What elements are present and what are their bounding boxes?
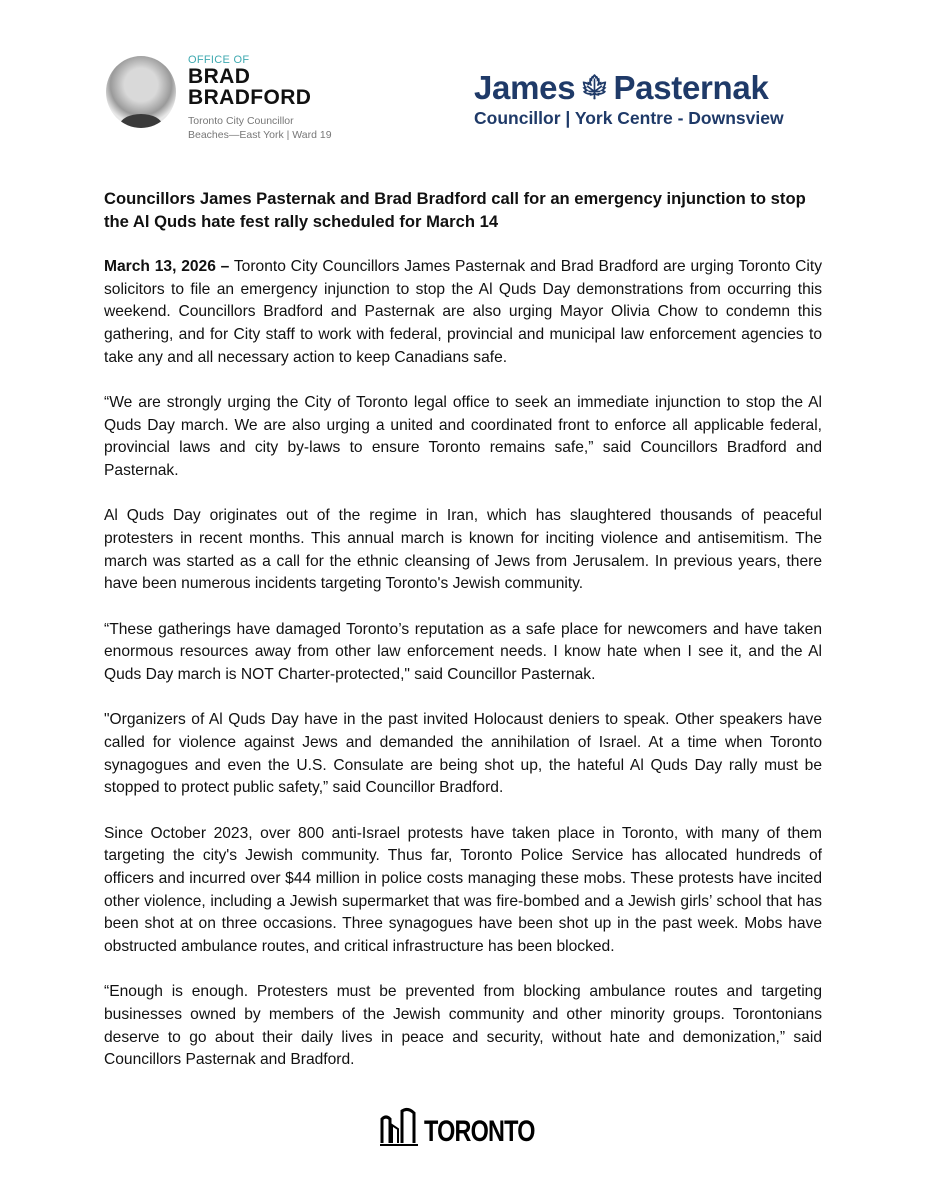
city-hall-icon [378, 1105, 420, 1147]
toronto-wordmark: TORONTO [424, 1115, 535, 1148]
pasternak-logo [474, 70, 784, 129]
name-line1: BRAD [188, 65, 251, 88]
page-title: Councillors James Pasternak and Brad Bradford call for an emergency injunction to stop the Al Quds hate fest rally scheduled for March 14 [104, 189, 806, 231]
paragraph: “We are strongly urging the City of Toronto legal office to seek an immediate injunction to stop the Al Quds Day march. We are also urging a united and coordinated front to enforce all applicable federal, provincial laws and city by-laws to ensure Toronto remains safe,” said Councillors Bradford and Pasternak. [104, 394, 822, 480]
avatar [106, 56, 176, 128]
toronto-logo [378, 1105, 566, 1147]
ward: Beaches—East York | Ward 19 [188, 129, 332, 141]
paragraph: “Enough is enough. Protesters must be prevented from blocking ambulance routes and targeting businesses owned by members of the Jewish community and other minority groups. Torontonians deserve to go about their daily lives in peace and security, without hate and demonization,” said Councillors Pasternak and Bradford. [104, 983, 822, 1069]
pasternak-subtitle: Councillor | York Centre - Downsview [474, 108, 784, 128]
paragraph: Since October 2023, over 800 anti-Israel protests have taken place in Toronto, with many of them targeting the city's Jewish community. Thus far, Toronto Police Service has allocated hundreds of officers and incurred over $44 million in police costs managing these mobs. These protests have incited other violence, including a Jewish supermarket that was fire-bombed and a Jewish girls’ school that has been shot at on three occasions. Three synagogues have been shot up in the past week. Mobs have obstructed ambulance routes, and critical infrastructure has been blocked. [104, 824, 822, 956]
paragraph: “These gatherings have damaged Toronto’s reputation as a safe place for newcomers and have taken enormous resources away from other law enforcement needs. I know hate when I see it, and the Al Quds Day march is NOT Charter-protected," said Councillor Pasternak. [104, 620, 822, 684]
paragraph [104, 256, 822, 370]
role: Toronto City Councillor [188, 115, 294, 127]
office-of-label: OFFICE OF [188, 54, 250, 66]
name-line2: BRADFORD [188, 86, 312, 109]
paragraph: "Organizers of Al Quds Day have in the past invited Holocaust deniers to speak. Other speakers have called for violence against Jews and demanded the annihilation of Israel. At a time when Toronto synagogues and even the U.S. Consulate are being shot up, the hateful Al Quds Day rally must be stopped to protect public safety,” said Councillor Bradford. [104, 711, 822, 797]
maple-leaf-icon: 🍁︎ [579, 74, 610, 101]
dateline: March 13, 2026 – [104, 258, 230, 275]
first-name: James [474, 69, 576, 106]
paragraph: Al Quds Day originates out of the regime in Iran, which has slaughtered thousands of peaceful protesters in recent months. This annual march is known for inciting violence and antisemitism. The march was started as a call for the ethnic cleansing of Jews from Jerusalem. In previous years, there have been numerous incidents targeting Toronto's Jewish community. [104, 507, 822, 593]
last-name: Pasternak [613, 69, 769, 106]
bradford-office-logo [106, 50, 332, 142]
paragraph-text: Toronto City Councillors James Pasternak and Brad Bradford are urging Toronto City solicitors to file an emergency injunction to stop the Al Quds Day demonstrations from occurring this weekend. Councillors Bradford and Pasternak are also urging Mayor Olivia Chow to condemn this gathering, and for City staff to work with federal, provincial and municipal law enforcement agencies to take any and all necessary action to keep Canadians safe. [104, 258, 822, 366]
press-release-body [104, 188, 822, 1095]
